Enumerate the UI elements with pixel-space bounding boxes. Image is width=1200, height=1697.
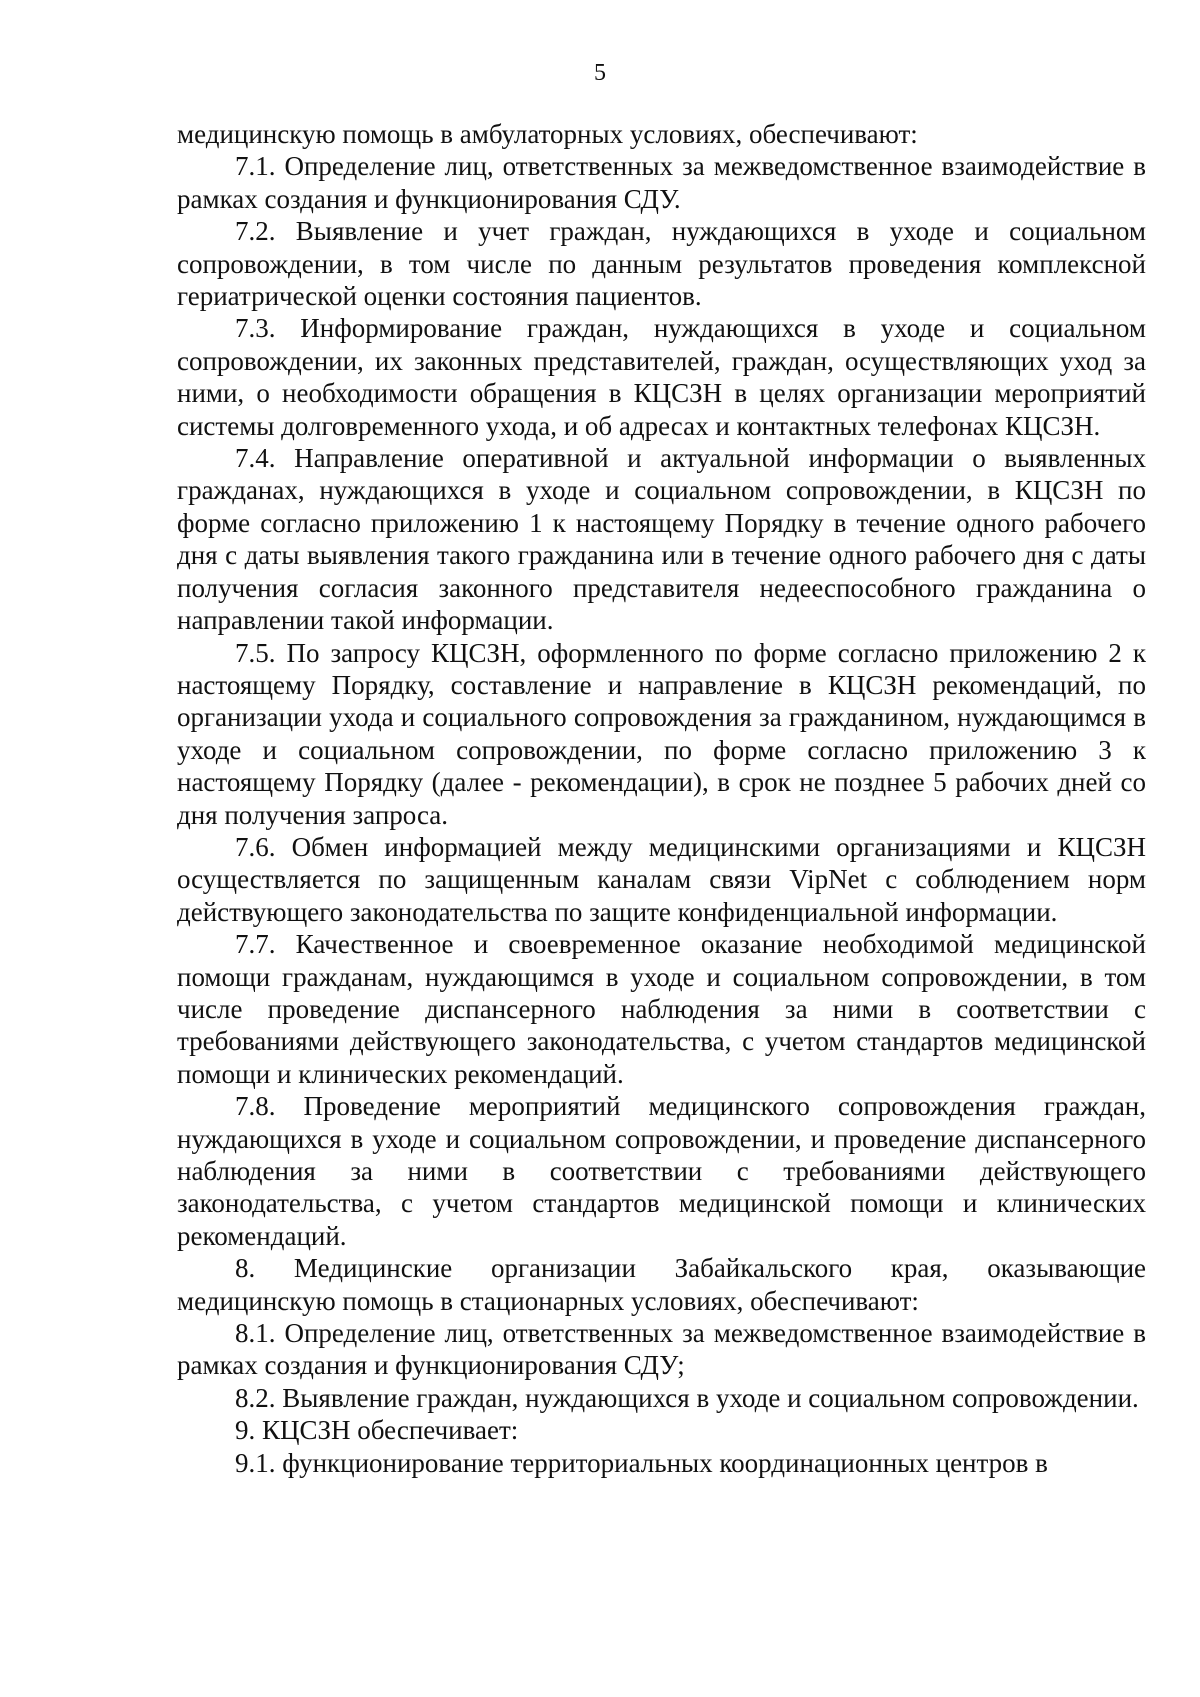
document-body bbox=[177, 118, 1146, 1479]
paragraph-9: 9. КЦСЗН обеспечивает: bbox=[235, 1415, 519, 1446]
paragraph-7-1: 7.1. Определение лиц, ответственных за межведомственное взаимодействие в рамках создания и функционирования СДУ. bbox=[177, 151, 1146, 214]
paragraph-7-7: 7.7. Качественное и своевременное оказание необходимой медицинской помощи гражданам, нуждающимся в уходе и социальном сопровождении, в том числе проведение диспансерного наблюдения за ними в соответствии с требованиями действующего законодательства, с учетом стандартов медицинской помощи и клинических рекомендаций. bbox=[177, 929, 1146, 1089]
paragraph-continuation: медицинскую помощь в амбулаторных условиях, обеспечивают: bbox=[177, 119, 918, 149]
paragraph-7-8: 7.8. Проведение мероприятий медицинского сопровождения граждан, нуждающихся в уходе и социальном сопровождении, и проведение диспансерного наблюдения за ними в соответствии с требованиями действующего законодательства, с учетом стандартов медицинской помощи и клинических рекомендаций. bbox=[177, 1091, 1146, 1251]
paragraph-7-5: 7.5. По запросу КЦСЗН, оформленного по форме согласно приложению 2 к настоящему Порядку, составление и направление в КЦСЗН рекомендаций, по организации ухода и социального сопровождения за гражданином, нуждающимся в уходе и социальном сопровождении, по форме согласно приложению 3 к настоящему Порядку (далее - рекомендации), в срок не позднее 5 рабочих дней со дня получения запроса. bbox=[177, 637, 1146, 830]
paragraph-8-1: 8.1. Определение лиц, ответственных за межведомственное взаимодействие в рамках создания и функционирования СДУ; bbox=[177, 1318, 1146, 1381]
paragraph-7-4: 7.4. Направление оперативной и актуальной информации о выявленных гражданах, нуждающихся в уходе и социальном сопровождении, в КЦСЗН по форме согласно приложению 1 к настоящему Порядку в течение одного рабочего дня с даты выявления такого гражданина или в течение одного рабочего дня с даты получения согласия законного представителя недееспособного гражданина о направлении такой информации. bbox=[177, 443, 1146, 636]
paragraph-7-6: 7.6. Обмен информацией между медицинскими организациями и КЦСЗН осуществляется по защищенным каналам связи VipNet с соблюдением норм действующего законодательства по защите конфиденциальной информации. bbox=[177, 831, 1146, 927]
paragraph-7-2: 7.2. Выявление и учет граждан, нуждающихся в уходе и социальном сопровождении, в том числе по данным результатов проведения комплексной гериатрической оценки состояния пациентов. bbox=[177, 216, 1146, 312]
paragraph-7-3: 7.3. Информирование граждан, нуждающихся в уходе и социальном сопровождении, их законных представителей, граждан, осуществляющих уход за ними, о необходимости обращения в КЦСЗН в целях организации мероприятий системы долговременного ухода, и об адресах и контактных телефонах КЦСЗН. bbox=[177, 313, 1146, 441]
paragraph-8: 8. Медицинские организации Забайкальского края, оказывающие медицинскую помощь в стационарных условиях, обеспечивают: bbox=[177, 1253, 1146, 1316]
page-number: 5 bbox=[594, 60, 606, 86]
paragraph-8-2: 8.2. Выявление граждан, нуждающихся в уходе и социальном сопровождении. bbox=[235, 1382, 1139, 1413]
paragraph-9-1: 9.1. функционирование территориальных координационных центров в bbox=[235, 1447, 1048, 1478]
